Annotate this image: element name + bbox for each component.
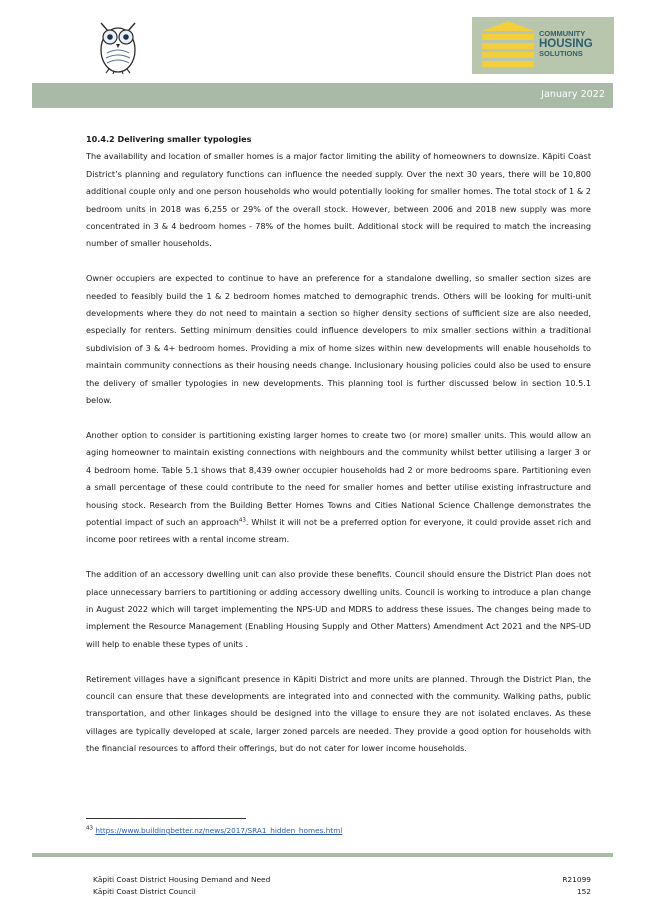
footnote-reference[interactable]: 43 [238, 517, 246, 524]
footnote-divider [86, 818, 246, 819]
header-band [32, 83, 613, 108]
logo-text-line2: HOUSING [539, 38, 593, 50]
footer-report-title: Kāpiti Coast District Housing Demand and Need [93, 875, 271, 884]
paragraph-3-text-end: . Whilst it will not be a preferred option for everyone, it could provide asset rich and income poor retirees with a rental income stream. [86, 516, 591, 545]
owl-logo-icon [93, 17, 143, 75]
footer-council-name: Kāpiti Coast District Council [93, 886, 196, 896]
section-heading: 10.4.2 Delivering smaller typologies [86, 134, 252, 144]
paragraph-5: Retirement villages have a significant presence in Kāpiti District and more units are planned. Through the District Plan, the council can ensure that these developments are integrated into and connected with the community. Walking paths, public transportation, and other linkages should be designed into the village to ensure they are not isolated enclaves. As these villages are typically developed at scale, larger zoned parcels are needed. They provide a good option for households with the financial resources to afford their offerings, but do not cater for lower income households. [86, 673, 591, 754]
house-stripes-icon [476, 17, 536, 74]
community-housing-solutions-logo [472, 17, 614, 74]
paragraph-4: The addition of an accessory dwelling unit can also provide these benefits. Council should ensure the District Plan does not place unnecessary barriers to partitioning or adding accessory dwelling units. Council is working to introduce a plan change in August 2022 which will target implementing the NPS-UD and MDRS to address these issues. The changes being made to implement the Resource Management (Enabling Housing Supply and Other Matters) Amendment Act 2021 and the NPS-UD will help to enable these types of units . [86, 569, 591, 649]
footer-band [32, 853, 613, 857]
footnote-number: 43 [86, 825, 93, 832]
paragraph-3 [86, 427, 591, 549]
footer-page-number: 152 [576, 886, 591, 896]
footnote-link[interactable]: https://www.buildingbetter.nz/news/2017/SRA1_hidden_homes.html [95, 826, 343, 835]
footnote [86, 826, 342, 835]
logo-text-line1: COMMUNITY [539, 29, 586, 38]
main-content [86, 131, 591, 775]
paragraph-2: Owner occupiers are expected to continue to have an preference for a standalone dwelling, so smaller section sizes are needed to feasibly build the 1 & 2 bedroom homes matched to demographic trends. Others will be looking for multi-unit developments where they do not need to maintain a section so higher density sections of sufficient size are also needed, especially for renters. Setting minimum densities could influence developers to mix smaller sections within a traditional subdivision of 3 & 4+ bedroom homes. Providing a mix of home sizes within new developments will enable households to maintain community connections as their housing needs change. Inclusionary housing policies could also be used to ensure the delivery of smaller typologies in new developments. This planning tool is further discussed below in section 10.5.1 below. [86, 273, 591, 406]
footer-report-code: R21099 [562, 875, 591, 884]
footer-left [93, 874, 270, 897]
footer-right [562, 874, 591, 897]
logo-text [539, 29, 593, 59]
paragraph-3-text: Another option to consider is partitioning existing larger homes to create two (or more) smaller units. This would allow an aging homeowner to maintain existing connections with neighbours and the community whilst better utilising a larger 3 or 4 bedroom home. Table 5.1 shows that 8,439 owner occupier households had 2 or more bedrooms spare. Partitioning even a small percentage of these could contribute to the need for smaller homes and better utilise existing infrastructure and housing stock. Research from the Building Better Homes Towns and Cities National Science Challenge demonstrates the potential impact of such an approach [86, 429, 591, 527]
paragraph-1: The availability and location of smaller homes is a major factor limiting the ability of homeowners to downsize. Kāpiti Coast District’s planning and regulatory functions can influence the needed supply. Over the next 30 years, there will be 10,800 additional couple only and one person households who would potentially looking for smaller homes. The total stock of 1 & 2 bedroom units in 2018 was 6,255 or 29% of the overall stock. However, between 2006 and 2018 new supply was more concentrated in 3 & 4 bedroom homes - 78% of the homes built. Additional stock will be required to match the increasing number of smaller households. [86, 151, 591, 249]
logo-text-line3: SOLUTIONS [539, 49, 583, 58]
header-date: January 2022 [541, 89, 605, 100]
